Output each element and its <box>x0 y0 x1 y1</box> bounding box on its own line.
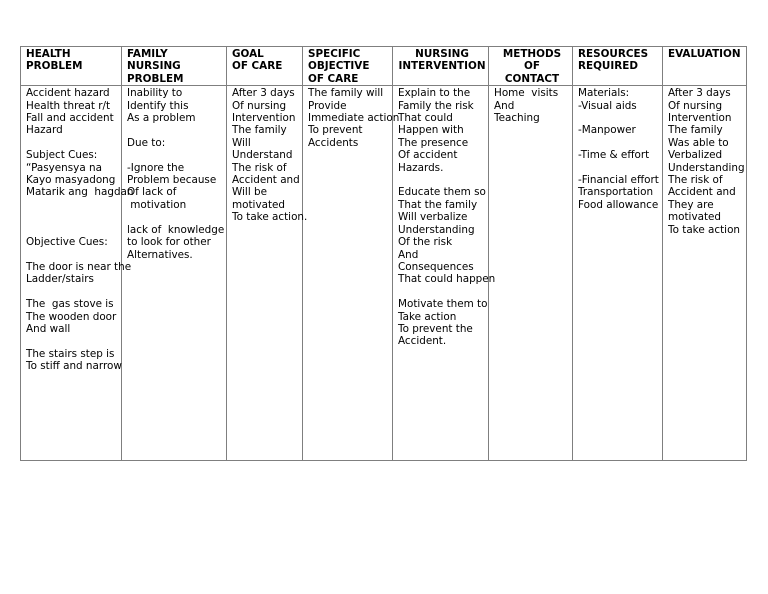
header-family-nursing-problem: FAMILY NURSING PROBLEM <box>122 47 227 86</box>
header-goal-of-care: GOAL OF CARE <box>227 47 303 86</box>
header-health-problem: HEALTH PROBLEM <box>21 47 122 86</box>
cell-health-problem: Accident hazard Health threat r/t Fall and accident Hazard Subject Cues: “Pasyensya na Kayo masyadong Matarik ang hagdan Objective Cues: The door is near the Ladder/stairs The gas stove is The wooden door And wall The stairs step is To stiff and narrow <box>21 86 122 461</box>
cell-nursing-intervention: Explain to the Family the risk That could Happen with The presence Of accident Hazards. Educate them so That the family Will verbalize Understanding Of the risk And Consequences That could happen Motivate them to Take action To prevent the Accident. <box>393 86 489 461</box>
header-row <box>21 47 747 86</box>
cell-family-nursing-problem: Inability to Identify this As a problem Due to: -Ignore the Problem because Of lack of motivation lack of knowledge to look for other Alternatives. <box>122 86 227 461</box>
cell-methods-of-contact: Home visits And Teaching <box>489 86 573 461</box>
header-methods-of-contact: METHODS OF CONTACT <box>489 47 573 86</box>
header-resources-required: RESOURCES REQUIRED <box>573 47 663 86</box>
cell-goal-of-care: After 3 days Of nursing Intervention The family Will Understand The risk of Accident and Will be motivated To take action. <box>227 86 303 461</box>
header-evaluation: EVALUATION <box>663 47 747 86</box>
cell-specific-objective: The family will Provide Immediate action To prevent Accidents <box>303 86 393 461</box>
header-specific-objective: SPECIFIC OBJECTIVE OF CARE <box>303 47 393 86</box>
nursing-care-plan-table <box>20 46 747 461</box>
cell-resources-required: Materials: -Visual aids -Manpower -Time & effort -Financial effort Transportation Food allowance <box>573 86 663 461</box>
header-nursing-intervention: NURSING INTERVENTION <box>393 47 489 86</box>
cell-evaluation: After 3 days Of nursing Intervention The family Was able to Verbalized Understanding The risk of Accident and They are motivated To take action <box>663 86 747 461</box>
table-row <box>21 86 747 461</box>
